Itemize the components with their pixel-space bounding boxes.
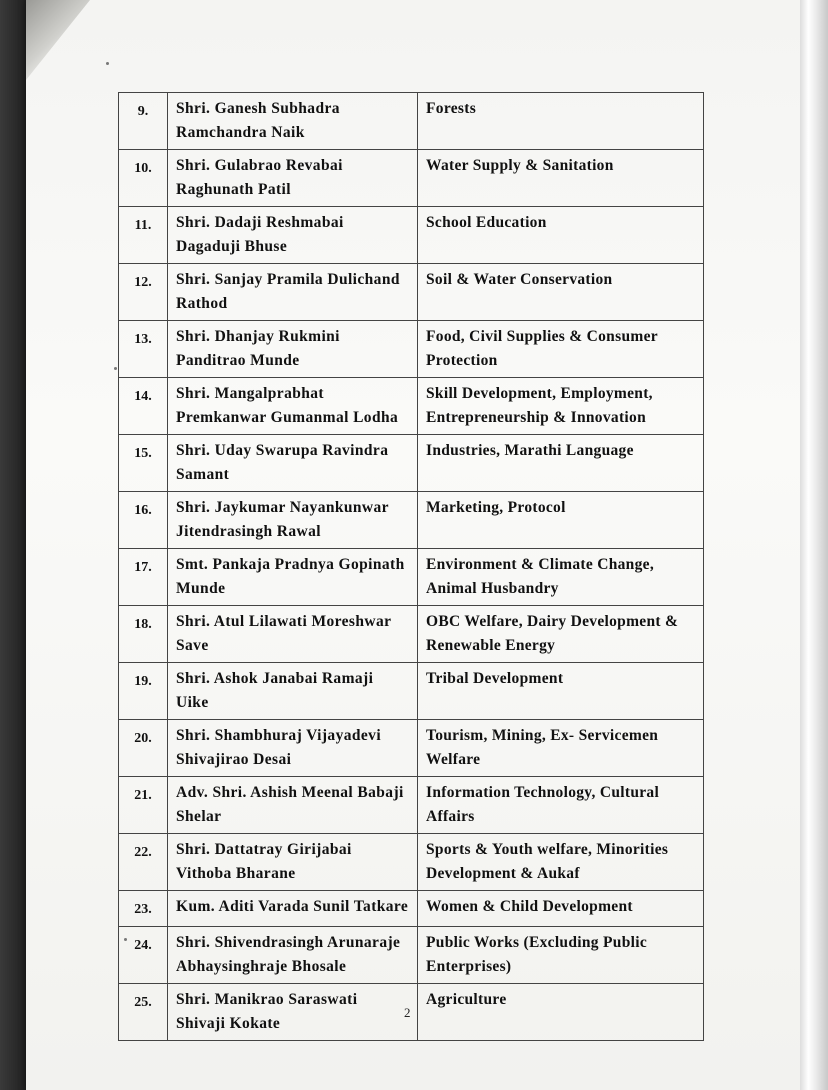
- minister-name-cell: Smt. Pankaja Pradnya Gopinath Munde: [168, 549, 418, 606]
- minister-name-cell: Kum. Aditi Varada Sunil Tatkare: [168, 891, 418, 927]
- serial-number-cell: 9.: [119, 93, 168, 150]
- minister-name-cell: Shri. Dattatray Girijabai Vithoba Bharane: [168, 834, 418, 891]
- minister-name-cell: Shri. Ganesh Subhadra Ramchandra Naik: [168, 93, 418, 150]
- department-cell: Agriculture: [418, 984, 704, 1041]
- department-cell: School Education: [418, 207, 704, 264]
- table-row: [119, 777, 704, 834]
- binding-edge: [800, 0, 828, 1090]
- department-cell: Forests: [418, 93, 704, 150]
- table-row: [119, 720, 704, 777]
- table-row: [119, 549, 704, 606]
- minister-name-cell: Shri. Manikrao Saraswati Shivaji Kokate: [168, 984, 418, 1041]
- minister-name-cell: Shri. Shivendrasingh Arunaraje Abhaysinghraje Bhosale: [168, 927, 418, 984]
- table-row: [119, 264, 704, 321]
- department-cell: Tourism, Mining, Ex- Servicemen Welfare: [418, 720, 704, 777]
- table-body: [119, 93, 704, 1041]
- table-row: [119, 492, 704, 549]
- department-cell: Tribal Development: [418, 663, 704, 720]
- department-cell: Industries, Marathi Language: [418, 435, 704, 492]
- serial-number-cell: 23.: [119, 891, 168, 927]
- serial-number-cell: 18.: [119, 606, 168, 663]
- department-cell: Sports & Youth welfare, Minorities Development & Aukaf: [418, 834, 704, 891]
- table-row: [119, 93, 704, 150]
- serial-number-cell: 24.: [119, 927, 168, 984]
- table-row: [119, 606, 704, 663]
- department-cell: OBC Welfare, Dairy Development & Renewable Energy: [418, 606, 704, 663]
- minister-name-cell: Shri. Uday Swarupa Ravindra Samant: [168, 435, 418, 492]
- minister-name-cell: Shri. Dadaji Reshmabai Dagaduji Bhuse: [168, 207, 418, 264]
- serial-number-cell: 17.: [119, 549, 168, 606]
- serial-number-cell: 16.: [119, 492, 168, 549]
- department-cell: Water Supply & Sanitation: [418, 150, 704, 207]
- minister-name-cell: Shri. Atul Lilawati Moreshwar Save: [168, 606, 418, 663]
- serial-number-cell: 20.: [119, 720, 168, 777]
- page-number: 2: [404, 1005, 411, 1020]
- serial-number-cell: 10.: [119, 150, 168, 207]
- department-cell: Food, Civil Supplies & Consumer Protection: [418, 321, 704, 378]
- minister-name-cell: Shri. Ashok Janabai Ramaji Uike: [168, 663, 418, 720]
- serial-number-cell: 15.: [119, 435, 168, 492]
- table-row: [119, 435, 704, 492]
- serial-number-cell: 13.: [119, 321, 168, 378]
- serial-number-cell: 11.: [119, 207, 168, 264]
- minister-name-cell: Shri. Shambhuraj Vijayadevi Shivajirao Desai: [168, 720, 418, 777]
- minister-name-cell: Adv. Shri. Ashish Meenal Babaji Shelar: [168, 777, 418, 834]
- department-cell: Marketing, Protocol: [418, 492, 704, 549]
- department-cell: Public Works (Excluding Public Enterprises): [418, 927, 704, 984]
- minister-name-cell: Shri. Jaykumar Nayankunwar Jitendrasingh Rawal: [168, 492, 418, 549]
- serial-number-cell: 22.: [119, 834, 168, 891]
- table-row: [119, 891, 704, 927]
- department-cell: Environment & Climate Change, Animal Husbandry: [418, 549, 704, 606]
- serial-number-cell: 25.: [119, 984, 168, 1041]
- serial-number-cell: 14.: [119, 378, 168, 435]
- table-row: [119, 927, 704, 984]
- table-row: [119, 321, 704, 378]
- department-cell: Skill Development, Employment, Entrepreneurship & Innovation: [418, 378, 704, 435]
- table-row: [119, 984, 704, 1041]
- paper-speck: [106, 62, 109, 65]
- serial-number-cell: 21.: [119, 777, 168, 834]
- minister-name-cell: Shri. Mangalprabhat Premkanwar Gumanmal Lodha: [168, 378, 418, 435]
- table-row: [119, 150, 704, 207]
- minister-name-cell: Shri. Dhanjay Rukmini Panditrao Munde: [168, 321, 418, 378]
- serial-number-cell: 19.: [119, 663, 168, 720]
- minister-name-cell: Shri. Sanjay Pramila Dulichand Rathod: [168, 264, 418, 321]
- paper-speck: [114, 367, 117, 370]
- table-row: [119, 378, 704, 435]
- table-row: [119, 207, 704, 264]
- portfolio-table: [118, 92, 704, 1041]
- serial-number-cell: 12.: [119, 264, 168, 321]
- minister-name-cell: Shri. Gulabrao Revabai Raghunath Patil: [168, 150, 418, 207]
- department-cell: Information Technology, Cultural Affairs: [418, 777, 704, 834]
- department-cell: Women & Child Development: [418, 891, 704, 927]
- table-row: [119, 663, 704, 720]
- table-row: [119, 834, 704, 891]
- department-cell: Soil & Water Conservation: [418, 264, 704, 321]
